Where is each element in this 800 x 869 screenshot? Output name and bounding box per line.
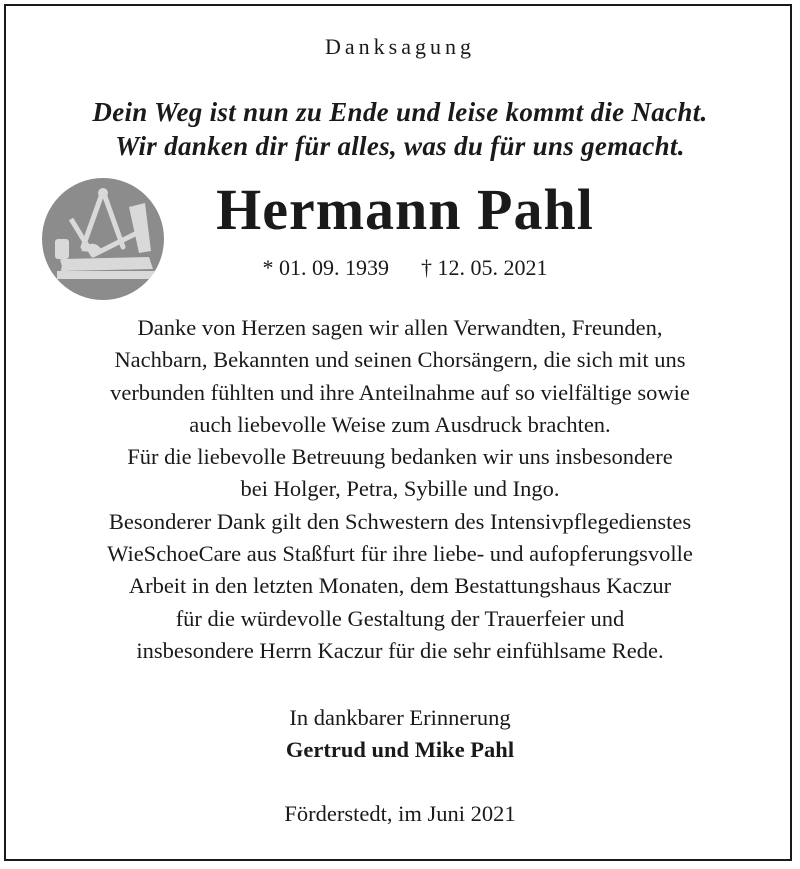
thanks-text [30, 312, 770, 667]
thanks-line: Besonderer Dank gilt den Schwestern des Intensivpflegedienstes [108, 508, 692, 534]
thanks-line: Für die liebevolle Betreuung bedanken wir uns insbesondere [127, 444, 673, 470]
signatories: Gertrud und Mike Pahl [285, 737, 515, 762]
thanks-line: Nachbarn, Bekannten und seinen Chorsängern, die sich mit uns [114, 347, 686, 373]
thanks-line: Arbeit in den letzten Monaten, dem Bestattungshaus Kaczur [128, 573, 672, 599]
thanks-line: WieSchoeCare aus Staßfurt für ihre liebe- und aufopferungsvolle [107, 541, 693, 567]
thanks-line: insbesondere Herrn Kaczur für die sehr einfühlsame Rede. [136, 637, 664, 663]
place-and-date: Förderstedt, im Juni 2021 [284, 801, 516, 826]
thanks-line: Danke von Herzen sagen wir allen Verwandten, Freunden, [137, 315, 663, 340]
thanks-line: auch liebevolle Weise zum Ausdruck brachten. [189, 411, 611, 437]
death-date: † 12. 05. 2021 [421, 255, 548, 280]
closing-phrase: In dankbarer Erinnerung [289, 705, 511, 730]
thanks-line: verbunden fühlten und ihre Anteilnahme auf so vielfältige sowie [110, 379, 690, 405]
tools-emblem-icon [41, 177, 165, 301]
verse-line-1: Dein Weg ist nun zu Ende und leise kommt die Nacht. [92, 97, 708, 127]
deceased-name: Hermann Pahl [216, 177, 594, 242]
thanks-line: bei Holger, Petra, Sybille und Ingo. [240, 476, 560, 502]
notice-heading: Danksagung [325, 34, 475, 59]
birth-date: * 01. 09. 1939 [262, 255, 389, 280]
thanks-line: für die würdevolle Gestaltung der Trauerfeier und [175, 605, 625, 631]
verse-line-2: Wir danken dir für alles, was du für uns gemacht. [115, 131, 685, 161]
life-dates [170, 255, 640, 281]
